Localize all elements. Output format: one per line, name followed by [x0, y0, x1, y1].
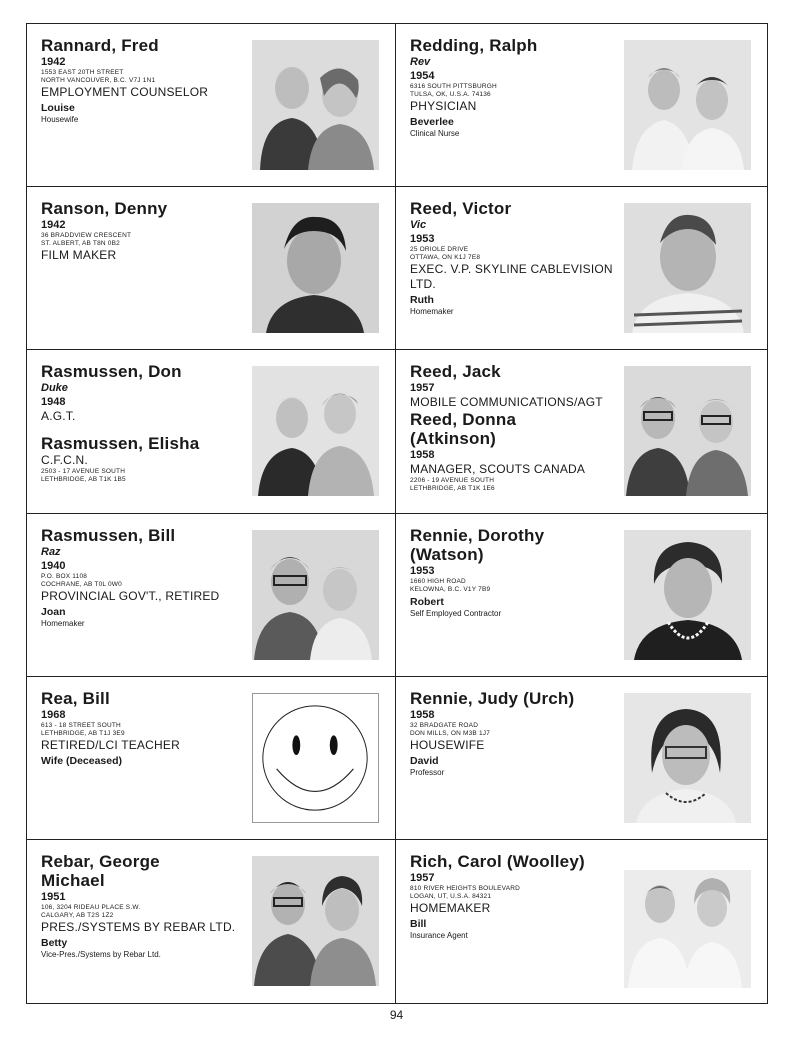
directory-grid	[26, 23, 768, 1004]
couple-photo	[252, 856, 379, 986]
entry-year: 1957	[410, 382, 435, 395]
entry-year: 1954	[410, 70, 435, 82]
entry-occupation: RETIRED/LCI TEACHER	[41, 737, 180, 752]
entry-ranson-denny	[27, 187, 396, 350]
entry-spouse: Robert	[410, 595, 444, 608]
entry-address-line2: COCHRANE, AB T0L 0W0	[41, 580, 122, 588]
entry-name: Rea, Bill	[41, 688, 110, 708]
entry-rannard-fred	[27, 24, 396, 187]
page-number: 94	[389, 1008, 404, 1022]
entry-nickname: Raz	[41, 545, 61, 558]
entry-rasmussen-bill	[27, 514, 396, 677]
entry-address-line2: DON MILLS, ON M3B 1J7	[410, 729, 491, 737]
entry-name: Rasmussen, Bill	[41, 525, 176, 545]
entry-address-line2: LETHBRIDGE, AB T1K 1B5	[41, 476, 126, 484]
entry-year: 1953	[410, 233, 435, 246]
entry-address-line1: 1553 EAST 20TH STREET	[41, 69, 124, 76]
entry-name: Ranson, Denny	[41, 199, 168, 219]
entry-address-line1: 613 - 18 STREET SOUTH	[41, 721, 121, 729]
entry-spouse-occupation: Self Employed Contractor	[410, 608, 502, 618]
entry-occupation: EMPLOYMENT COUNSELOR	[41, 85, 209, 99]
entry-reed-victor	[396, 187, 767, 350]
entry-spouse: David	[410, 754, 439, 767]
entry-name: Reed, Jack	[410, 362, 501, 382]
entry-address-line2: CALGARY, AB T2S 1Z2	[41, 911, 114, 919]
entry-spouse-occupation: Vice-Pres./Systems by Rebar Ltd.	[41, 949, 161, 959]
entry-rebar-george	[27, 840, 396, 1003]
entry-occupation: FILM MAKER	[41, 248, 117, 263]
entry-spouse-occupation: Homemaker	[410, 307, 454, 317]
entry-occupation: HOMEMAKER	[410, 900, 491, 915]
entry-occupation: MOBILE COMMUNICATIONS/AGT	[410, 395, 603, 410]
entry-occupation: HOUSEWIFE	[410, 737, 485, 752]
entry-address-line1: 106, 3204 RIDEAU PLACE S.W.	[41, 903, 141, 911]
entry-address-line2: KELOWNA, B.C. V1Y 7B9	[410, 585, 491, 593]
couple-photo	[624, 870, 751, 988]
entry-occupation: PHYSICIAN	[410, 99, 477, 113]
entry-name: Rennie, Dorothy (Watson)	[410, 525, 545, 564]
entry-year: 1942	[41, 219, 66, 232]
entry-address-line1: 1660 HIGH ROAD	[410, 577, 466, 585]
entry-address-line1: 32 BRADGATE ROAD	[410, 721, 479, 729]
entry-nickname: Vic	[410, 219, 427, 232]
portrait-photo	[624, 203, 751, 333]
entry-year: 1958	[410, 708, 435, 721]
portrait-photo	[252, 203, 379, 333]
entry-year: 1953	[410, 564, 435, 577]
entry-name-second: Rasmussen, Elisha	[41, 434, 200, 454]
entry-address-line1: 6316 SOUTH PITTSBURGH	[410, 83, 497, 90]
entry-spouse-occupation: Housewife	[41, 115, 79, 124]
entry-occupation: EXEC. V.P. SKYLINE CABLEVISION LTD.	[410, 262, 613, 292]
entry-occupation-second: MANAGER, SCOUTS CANADA	[410, 462, 586, 477]
portrait-photo	[624, 693, 751, 823]
entry-rich-carol	[396, 840, 767, 1003]
entry-name-second: Reed, Donna (Atkinson)	[410, 410, 517, 449]
entry-name: Rannard, Fred	[41, 36, 159, 55]
entry-address-line2: LETHBRIDGE, AB T1J 3E9	[41, 729, 125, 737]
entry-year-second: 1958	[410, 449, 435, 462]
entry-reed-jack	[396, 350, 767, 513]
entry-spouse: Bill	[410, 917, 427, 930]
entry-address-line1: 810 RIVER HEIGHTS BOULEVARD	[410, 884, 521, 892]
entry-name: Reed, Victor	[410, 199, 512, 219]
entry-nickname: Rev	[410, 56, 431, 68]
entry-rasmussen-don	[27, 350, 396, 513]
entry-name: Rich, Carol (Woolley)	[410, 851, 585, 871]
couple-photo	[624, 40, 751, 170]
smiley-face-icon	[252, 693, 379, 823]
entry-nickname: Duke	[41, 382, 68, 395]
entry-occupation: PRES./SYSTEMS BY REBAR LTD.	[41, 919, 236, 934]
entry-address-line2: NORTH VANCOUVER, B.C. V7J 1N1	[41, 77, 156, 84]
entry-spouse: Joan	[41, 605, 66, 618]
couple-photo	[252, 530, 379, 660]
entry-name: Redding, Ralph	[410, 36, 538, 55]
entry-address-line2: ST. ALBERT, AB T8N 0B2	[41, 240, 120, 248]
entry-spouse: Betty	[41, 936, 68, 949]
entry-rennie-judy	[396, 677, 767, 840]
entry-name: Rebar, George Michael	[41, 851, 160, 890]
entry-spouse-occupation: Insurance Agent	[410, 930, 468, 940]
entry-address-line1: 25 ORIOLE DRIVE	[410, 246, 469, 254]
entry-spouse: Louise	[41, 102, 75, 114]
portrait-photo	[624, 530, 751, 660]
entry-spouse-occupation: Professor	[410, 767, 445, 777]
entry-occupation: PROVINCIAL GOV'T., RETIRED	[41, 588, 220, 603]
entry-year: 1942	[41, 56, 66, 68]
entry-year: 1951	[41, 890, 66, 903]
entry-spouse: Wife (Deceased)	[41, 754, 123, 767]
entry-year: 1957	[410, 871, 435, 884]
entry-rea-bill	[27, 677, 396, 840]
couple-photo	[624, 366, 751, 496]
entry-year: 1940	[41, 559, 66, 572]
entry-address-line1: 2503 - 17 AVENUE SOUTH	[41, 468, 126, 476]
entry-address-line2: TULSA, OK, U.S.A. 74136	[410, 91, 491, 98]
entry-spouse: Ruth	[410, 294, 434, 307]
entry-spouse-occupation: Clinical Nurse	[410, 129, 460, 138]
entry-redding-ralph	[396, 24, 767, 187]
entry-address-line1: 36 BRADDVIEW CRESCENT	[41, 232, 132, 240]
entry-address-line2: OTTAWA, ON K1J 7E8	[410, 254, 481, 262]
entry-occupation-second: C.F.C.N.	[41, 453, 88, 468]
entry-rennie-dorothy	[396, 514, 767, 677]
couple-photo	[252, 366, 379, 496]
entry-spouse-occupation: Homemaker	[41, 618, 85, 628]
entry-name: Rennie, Judy (Urch)	[410, 688, 575, 708]
entry-address-line1: P.O. BOX 1108	[41, 572, 88, 580]
entry-year: 1968	[41, 708, 66, 721]
entry-spouse: Beverlee	[410, 116, 454, 128]
entry-year: 1948	[41, 396, 66, 409]
entry-occupation: A.G.T.	[41, 409, 76, 424]
couple-photo	[252, 40, 379, 170]
entry-address-line2: LOGAN, UT, U.S.A. 84321	[410, 892, 492, 900]
entry-address-line2: LETHBRIDGE, AB T1K 1E6	[410, 485, 495, 493]
entry-name: Rasmussen, Don	[41, 362, 182, 382]
entry-address-line1: 2206 - 19 AVENUE SOUTH	[410, 477, 495, 485]
